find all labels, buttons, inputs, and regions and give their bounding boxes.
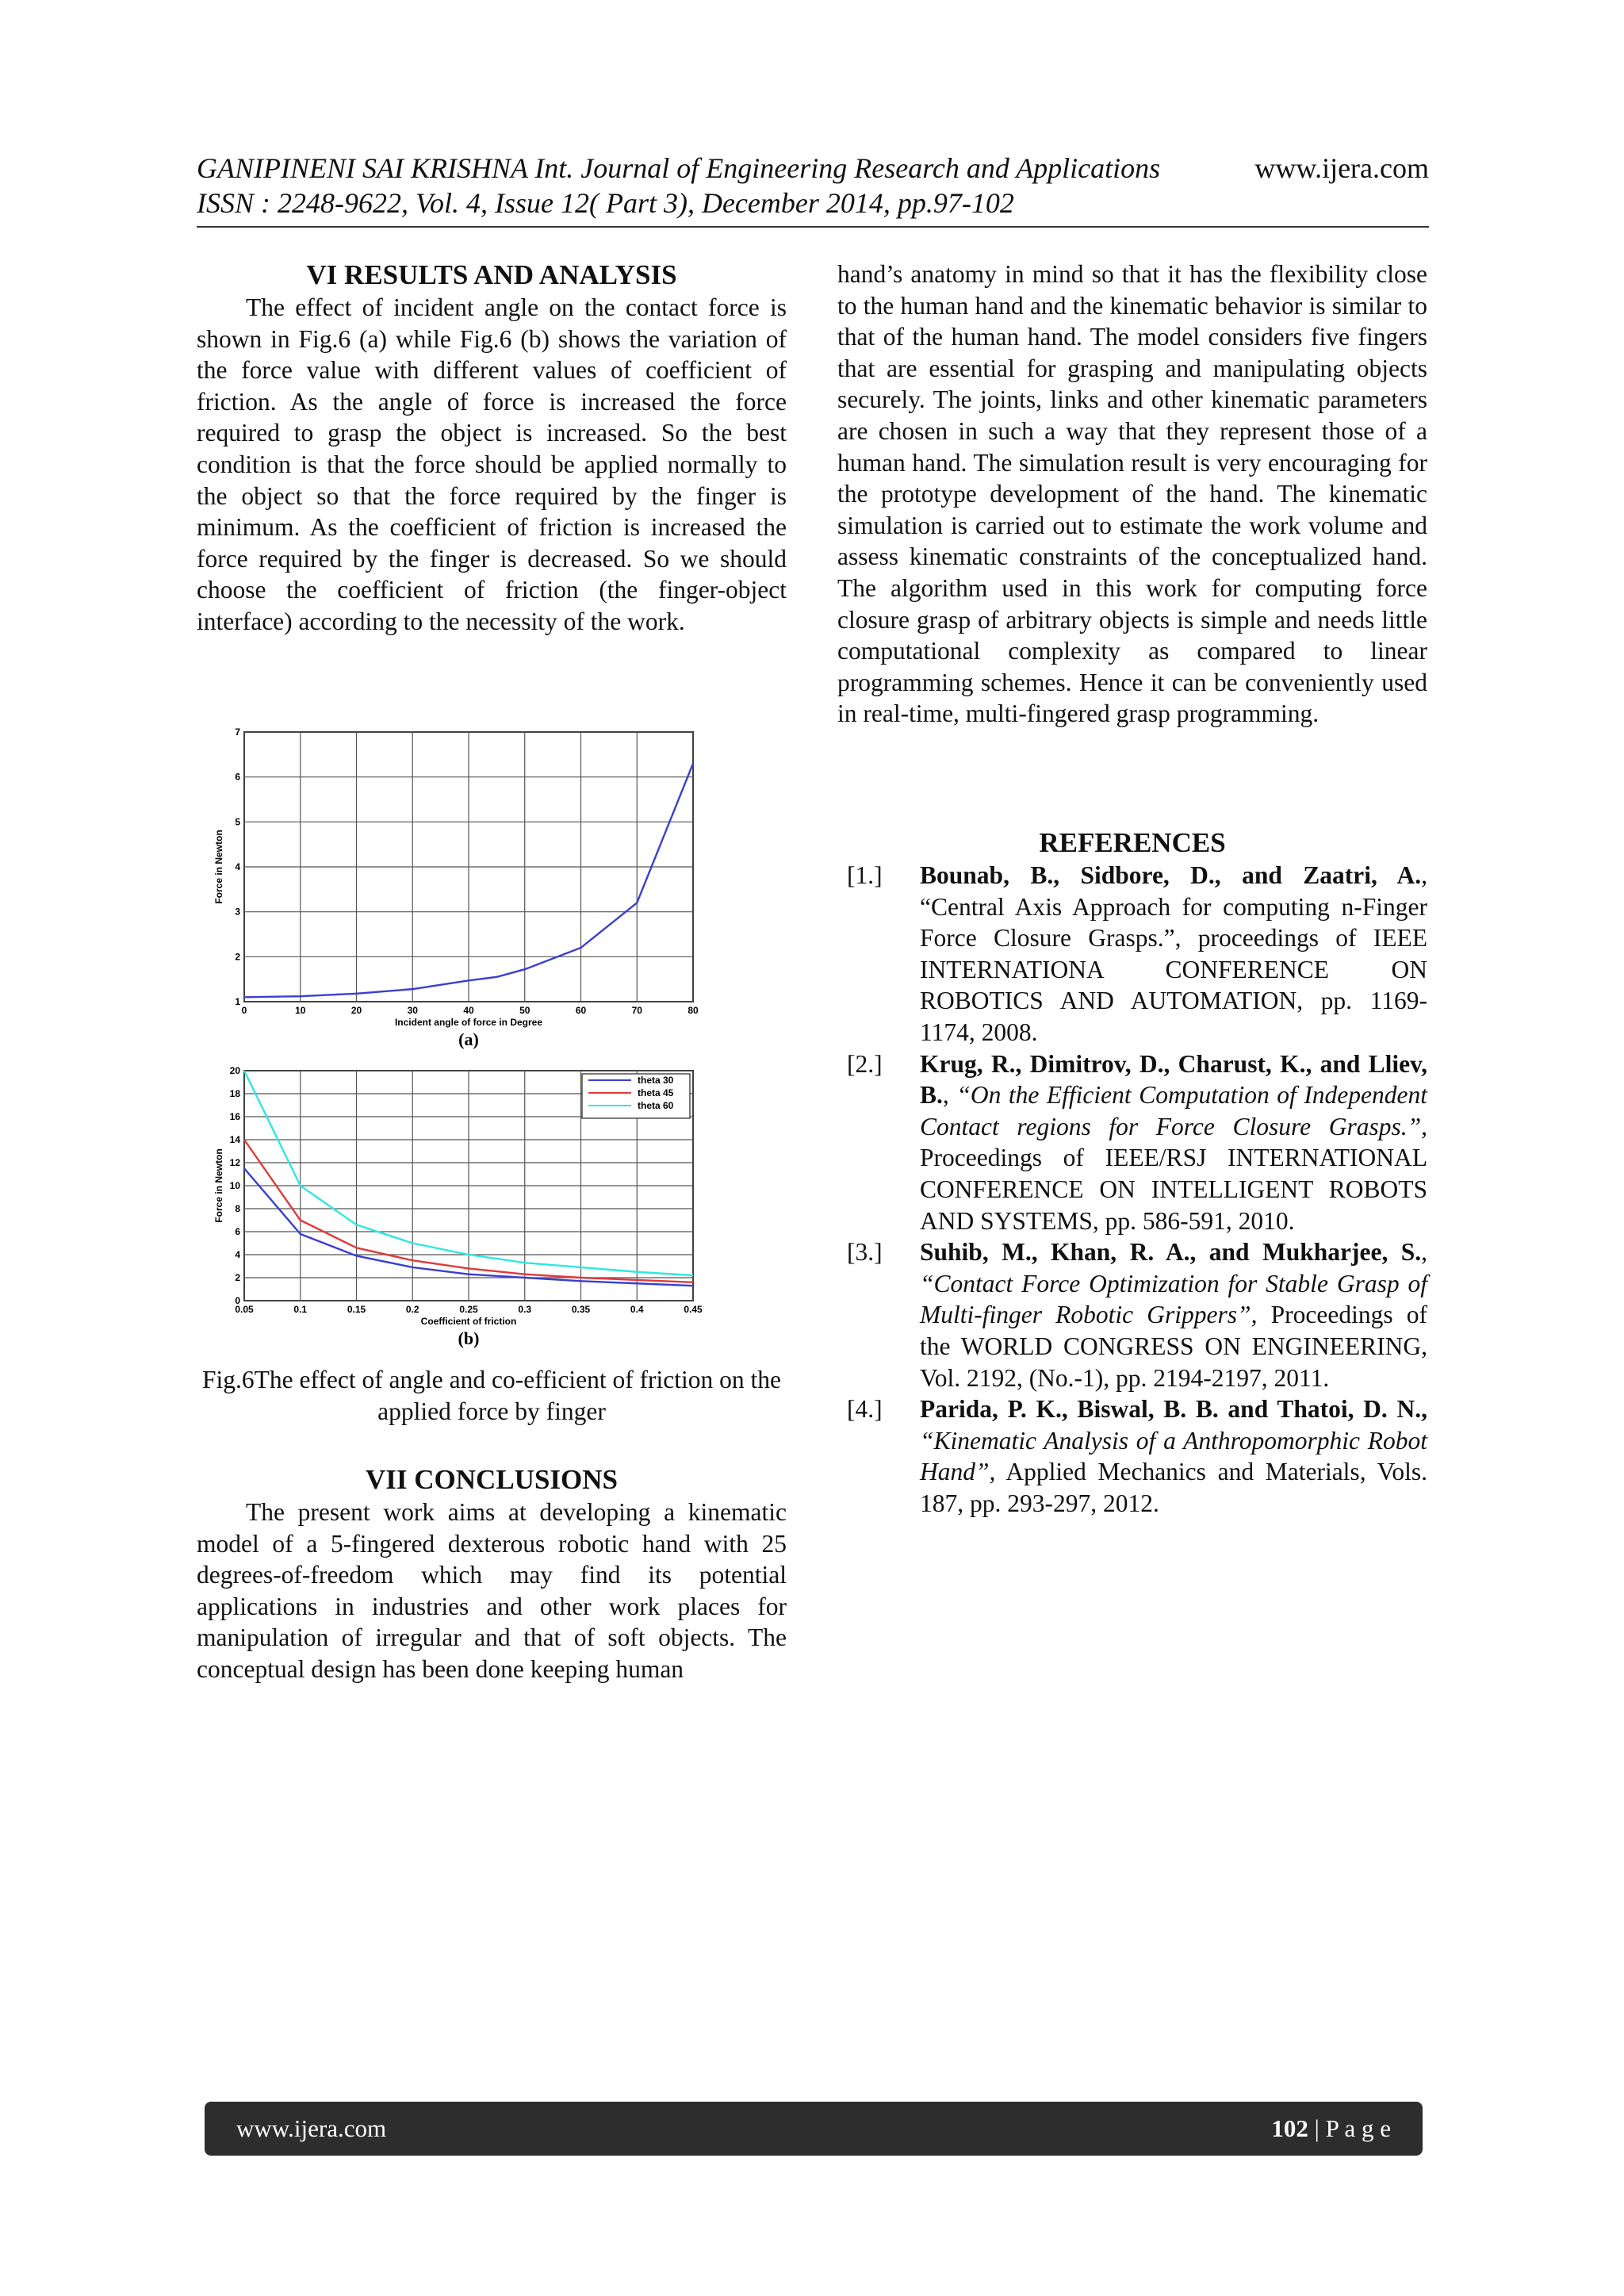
conclusions-section <box>197 1463 787 1685</box>
figure-caption: Fig.6The effect of angle and co-efficient of friction on the applied force by finger <box>201 1366 782 1425</box>
x-tick-label: 0.35 <box>571 1304 591 1315</box>
page-number: 102 <box>1271 2114 1308 2142</box>
chart-b <box>205 1063 712 1368</box>
y-tick-label: 1 <box>235 996 240 1007</box>
reference-rest: Proceedings of IEEE/RSJ INTERNATIONAL CONFERENCE ON INTELLIGENT ROBOTS AND SYSTEMS, pp. 586-591, 2010. <box>920 1144 1427 1235</box>
y-tick-label: 3 <box>235 906 240 918</box>
page-label: | P a g e <box>1308 2114 1391 2142</box>
results-section <box>197 259 787 638</box>
reference-authors: Parida, P. K., Biswal, B. B. and Thatoi, D. N., <box>920 1395 1427 1424</box>
references-section <box>837 826 1427 1519</box>
references-heading: REFERENCES <box>1039 827 1226 858</box>
reference-rest: Proceedings of the WORLD CONGRESS ON ENGINEERING, Vol. 2192, (No.-1), pp. 2194-2197, 2011. <box>920 1301 1427 1392</box>
x-tick-label: 60 <box>575 1005 587 1016</box>
x-tick-label: 0.45 <box>684 1304 703 1315</box>
y-tick-label: 12 <box>229 1157 240 1168</box>
panel-label: (a) <box>458 1029 479 1049</box>
reference-title: “On the Efficient Computation of Independent Contact regions for Force Closure Grasps.”, <box>920 1081 1428 1140</box>
reference-title: “Kinematic Analysis of a Anthropomorphic Robot Hand”, <box>920 1426 1427 1486</box>
x-tick-label: 30 <box>407 1005 418 1016</box>
reference-number: [4.] <box>847 1395 883 1424</box>
y-tick-label: 10 <box>229 1180 240 1191</box>
x-tick-label: 40 <box>463 1005 474 1016</box>
y-tick-label: 4 <box>235 1249 240 1260</box>
x-tick-label: 0.05 <box>235 1304 254 1315</box>
conclusions-continued <box>837 259 1427 730</box>
x-tick-label: 20 <box>350 1005 362 1016</box>
conclusions-heading: VII CONCLUSIONS <box>366 1464 618 1495</box>
reference-number: [3.] <box>847 1238 883 1267</box>
x-tick-label: 0 <box>241 1005 247 1016</box>
reference-title: “Contact Force Optimization for Stable Grasp of Multi-finger Robotic Grippers”, <box>920 1269 1427 1329</box>
results-heading: VI RESULTS AND ANALYSIS <box>306 259 677 290</box>
reference-item: [2.] Krug, R., Dimitrov, D., Charust, K., and Lliev, B., “On the Efficient Computation of Independent Contact regions for Force Closure Grasps.”, Proceedings of IEEE/RSJ INTERNATIONAL CONFERENCE ON INTELLIGENT ROBOTS AND SYSTEMS, pp. 586-591, 2010. <box>837 1048 1427 1237</box>
x-tick-label: 0.3 <box>518 1304 532 1315</box>
y-tick-label: 5 <box>235 816 240 828</box>
reference-item: [1.] Bounab, B., Sidbore, D., and Zaatri, A., “Central Axis Approach for computing n-Finger Force Closure Grasps.”, proceedings of IEEE INTERNATIONA CONFERENCE ON ROBOTICS AND AUTOMATION, pp. 1169-1174, 2008. <box>837 860 1427 1048</box>
y-tick-label: 4 <box>235 861 240 872</box>
journal-issue: ISSN : 2248-9622, Vol. 4, Issue 12( Part 3), December 2014, pp.97-102 <box>197 187 1014 219</box>
x-tick-label: 50 <box>519 1005 530 1016</box>
reference-number: [2.] <box>847 1049 883 1078</box>
y-tick-label: 20 <box>229 1065 240 1076</box>
y-tick-label: 8 <box>235 1203 240 1214</box>
y-tick-label: 16 <box>229 1111 240 1122</box>
page-number-label <box>1271 2114 1391 2143</box>
reference-rest: Applied Mechanics and Materials, Vols. 187, pp. 293-297, 2012. <box>920 1458 1427 1517</box>
header-rule <box>197 226 1429 228</box>
y-tick-label: 18 <box>229 1088 240 1099</box>
y-tick-label: 2 <box>235 1272 240 1283</box>
x-tick-label: 0.15 <box>347 1304 366 1315</box>
results-paragraph: The effect of incident angle on the contact force is shown in Fig.6 (a) while Fig.6 (b) shows the variation of the force value with different values of coefficient of friction. As the angle of force is increased the force required to grasp the object is increased. So the best condition is that the force should be applied normally to the object so that the force required by the finger is minimum. As the coefficient of friction is increased the force required by the finger is decreased. So we should choose the coefficient of friction (the finger-object interface) according to the necessity of the work. <box>197 293 787 635</box>
reference-item: [3.] Suhib, M., Khan, R. A., and Mukharjee, S., “Contact Force Optimization for Stable Grasp of Multi-finger Robotic Grippers”, Proceedings of the WORLD CONGRESS ON ENGINEERING, Vol. 2192, (No.-1), pp. 2194-2197, 2011. <box>837 1236 1427 1393</box>
reference-authors: Suhib, M., Khan, R. A., and Mukharjee, S. <box>920 1238 1422 1267</box>
journal-title: GANIPINENI SAI KRISHNA Int. Journal of Engineering Research and Applications <box>197 152 1161 184</box>
x-tick-label: 0.1 <box>293 1304 308 1315</box>
reference-rest: , proceedings of IEEE INTERNATIONA CONFERENCE ON ROBOTICS AND AUTOMATION, pp. 1169-1174, 2008. <box>920 924 1427 1046</box>
y-axis-label: Force in Newton <box>213 830 224 904</box>
reference-number: [1.] <box>847 861 883 889</box>
x-axis-label: Coefficient of friction <box>420 1316 517 1327</box>
x-tick-label: 70 <box>631 1005 642 1016</box>
y-tick-label: 6 <box>235 771 240 783</box>
legend-label: theta 30 <box>638 1075 674 1086</box>
x-axis-label: Incident angle of force in Degree <box>394 1017 543 1028</box>
x-tick-label: 0.25 <box>459 1304 478 1315</box>
conclusions-paragraph: The present work aims at developing a kinematic model of a 5-fingered dexterous robotic hand with 25 degrees-of-freedom which may find its potential applications in industries and other work places for manipulation of irregular and that of soft objects. The conceptual design has been done keeping human <box>197 1498 787 1683</box>
y-tick-label: 14 <box>229 1134 240 1145</box>
x-tick-label: 0.4 <box>630 1304 644 1315</box>
footer-url[interactable]: www.ijera.com <box>236 2114 387 2142</box>
x-tick-label: 0.2 <box>405 1304 419 1315</box>
y-axis-label: Force in Newton <box>213 1148 224 1223</box>
chart-a <box>205 718 712 1055</box>
x-tick-label: 80 <box>688 1005 699 1016</box>
reference-title: “Central Axis Approach for computing n-Finger Force Closure Grasps.” <box>920 892 1427 953</box>
y-tick-label: 7 <box>235 726 240 738</box>
journal-url[interactable]: www.ijera.com <box>1254 152 1429 184</box>
legend-label: theta 60 <box>638 1100 674 1111</box>
page-footer <box>205 2102 1423 2156</box>
conclusions-continued-paragraph: hand’s anatomy in mind so that it has the flexibility close to the human hand and the kinematic behavior is similar to that of the human hand. The model considers five fingers that are essential for grasping and manipulating objects securely. The joints, links and other kinematic parameters are chosen in such a way that they represent those of a human hand. The simulation result is very encouraging for the prototype development of the hand. The kinematic simulation is carried out to estimate the work volume and assess kinematic constraints of the conceptualized hand. The algorithm used in this work for computing force closure grasp of arbitrary objects is simple and needs little computational complexity as compared to linear programming schemes. Hence it can be conveniently used in real-time, multi-fingered grasp programming. <box>837 260 1427 728</box>
y-tick-label: 2 <box>235 951 240 963</box>
reference-authors: Bounab, B., Sidbore, D., and Zaatri, A. <box>920 861 1422 889</box>
panel-label: (b) <box>458 1328 480 1348</box>
reference-authors: Krug, R., Dimitrov, D., Charust, K., and Lliev, B. <box>920 1049 1427 1110</box>
y-tick-label: 6 <box>235 1226 240 1237</box>
legend-label: theta 45 <box>638 1087 674 1098</box>
reference-item <box>837 1393 1427 1519</box>
y-tick-label: 0 <box>235 1295 240 1306</box>
running-header <box>197 151 1429 220</box>
x-tick-label: 10 <box>295 1005 306 1016</box>
